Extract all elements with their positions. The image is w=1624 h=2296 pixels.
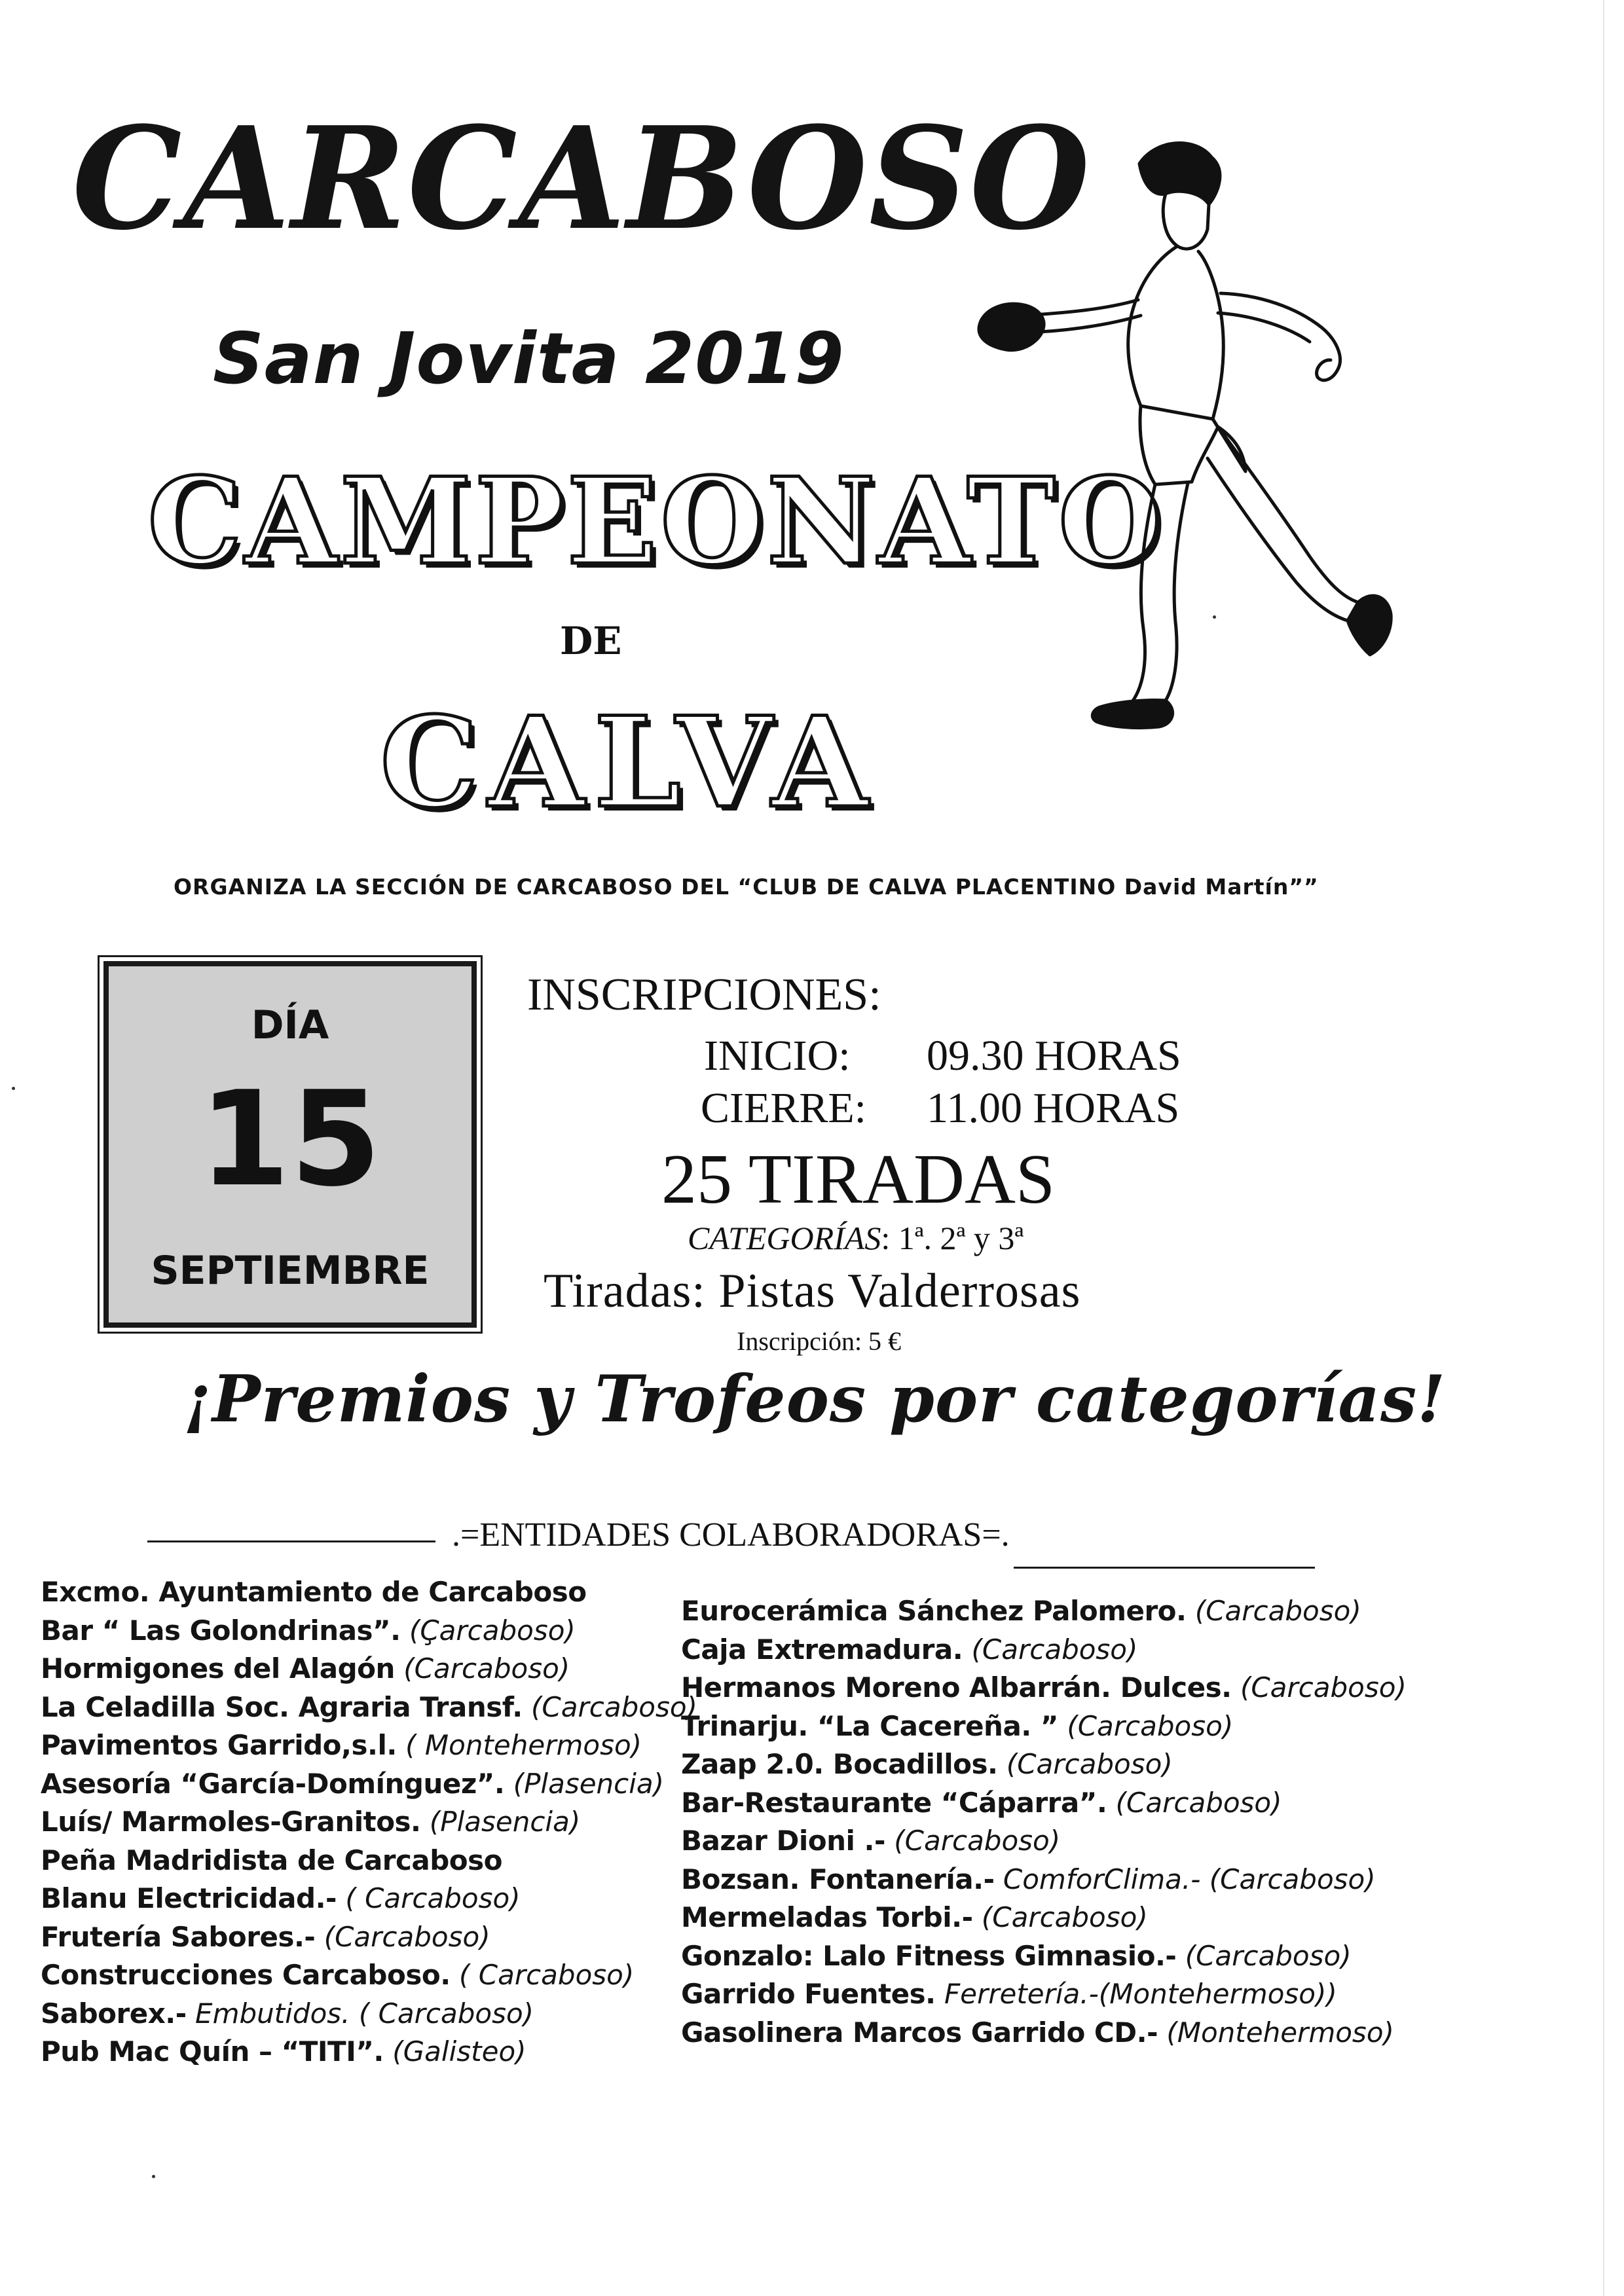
sponsor-item [681, 1784, 1407, 1823]
player-head [1163, 194, 1209, 249]
sponsor-name: Construcciones Carcaboso. [41, 1959, 451, 1991]
divider-right [1014, 1567, 1315, 1569]
sponsor-location: (Carcaboso) [315, 1920, 490, 1953]
sponsor-item [681, 1975, 1407, 2014]
inscriptions-title: INSCRIPCIONES: [527, 970, 881, 1020]
player-back-hand [1317, 360, 1338, 380]
month-label: SEPTIEMBRE [151, 1248, 430, 1294]
venue-line: Tiradas: Pistas Valderrosas [544, 1264, 1081, 1318]
sponsor-name: Blanu Electricidad.- [41, 1882, 337, 1914]
sponsor-item [681, 1937, 1407, 1976]
sponsor-name: Caja Extremadura. [681, 1633, 963, 1666]
sponsor-item [41, 1688, 697, 1727]
scan-speck [152, 2175, 155, 2178]
sponsor-name: Asesoría “García-Domínguez”. [41, 1767, 505, 1800]
sponsor-location: (Carcaboso) [997, 1748, 1173, 1780]
sponsor-name: Luís/ Marmoles-Granitos. [41, 1806, 421, 1838]
sponsor-item [681, 1707, 1407, 1746]
sponsor-location: Ferretería.-(Montehermoso)) [935, 1978, 1337, 2010]
sponsor-item [681, 1861, 1407, 1899]
sponsor-item [41, 1918, 697, 1957]
sponsor-name: Zaap 2.0. Bocadillos. [681, 1748, 998, 1780]
categories-line [688, 1219, 1024, 1257]
festival-subtitle: San Jovita 2019 [213, 318, 845, 400]
sponsors-left-column [41, 1573, 697, 2071]
day-number: 15 [198, 1063, 382, 1216]
sponsor-location: (Carcaboso) [1176, 1939, 1352, 1972]
scan-speck [12, 1087, 15, 1090]
sponsor-item [681, 1899, 1407, 1937]
sponsor-name: Peña Madridista de Carcaboso [41, 1844, 503, 1876]
preposition-de: DE [560, 619, 622, 663]
sponsor-name: Gonzalo: Lalo Fitness Gimnasio.- [681, 1939, 1177, 1972]
sponsor-location: (Carcaboso) [1231, 1671, 1407, 1704]
sponsor-item [41, 1842, 697, 1880]
sponsor-name: Eurocerámica Sánchez Palomero. [681, 1595, 1187, 1627]
sponsor-location: (Carcaboso) [1107, 1786, 1282, 1819]
player-front-shoe [1092, 700, 1172, 727]
sponsor-location: (Carcaboso) [1186, 1595, 1361, 1627]
player-front-leg [1128, 484, 1155, 707]
sponsor-name: Hermanos Moreno Albarrán. Dulces. [681, 1671, 1232, 1704]
sponsor-name: Excmo. Ayuntamiento de Carcaboso [41, 1576, 587, 1608]
scan-speck [1213, 615, 1216, 619]
divider-left [147, 1540, 435, 1542]
close-time: 11.00 HORAS [927, 1084, 1180, 1132]
sponsor-name: Frutería Sabores.- [41, 1920, 316, 1953]
sponsor-item [41, 1612, 697, 1650]
sponsor-location: (Montehermoso) [1158, 2016, 1394, 2049]
player-hair [1139, 143, 1220, 204]
fee-line: Inscripción: 5 € [737, 1326, 902, 1356]
sponsor-location: (Carcaboso) [1058, 1709, 1234, 1742]
sponsor-name: Garrido Fuentes. [681, 1978, 936, 2010]
sponsor-name: Pavimentos Garrido,s.l. [41, 1729, 397, 1761]
calva-heading: CALVA [380, 689, 877, 835]
sponsor-item [41, 1803, 697, 1842]
sponsor-location: (Carcaboso) [394, 1652, 570, 1685]
sponsor-name: Mermeladas Torbi.- [681, 1901, 973, 1933]
sponsor-location: (Plasencia) [504, 1767, 665, 1800]
close-label: CIERRE: [701, 1084, 867, 1132]
sponsor-name: Hormigones del Alagón [41, 1652, 395, 1685]
sponsor-name: Saborex.- [41, 1997, 187, 2030]
sponsor-location: ( Carcaboso) [450, 1959, 635, 1991]
sponsor-item [41, 1650, 697, 1688]
sponsor-location: (Carcaboso) [972, 1901, 1148, 1933]
player-back-shoe [1348, 596, 1391, 655]
sponsor-location: (Plasencia) [420, 1806, 581, 1838]
town-title: CARCABOSO [72, 96, 1092, 261]
championship-heading: CAMPEONATO [147, 451, 1165, 591]
sponsor-location: (Çarcaboso) [400, 1614, 576, 1647]
sponsor-item [41, 1956, 697, 1995]
categories-label: CATEGORÍAS [688, 1220, 881, 1256]
sponsor-location: (Carcaboso) [885, 1825, 1061, 1857]
sponsor-item [41, 1765, 697, 1804]
player-back-arm [1221, 293, 1340, 368]
throws-count: 25 TIRADAS [661, 1140, 1056, 1218]
sponsor-location: (Carcaboso) [522, 1690, 697, 1723]
sponsor-location: ( Montehermoso) [396, 1729, 642, 1761]
sponsor-location: ( Carcaboso) [336, 1882, 521, 1914]
sponsor-name: Bozsan. Fontanería.- [681, 1863, 995, 1895]
sponsor-name: Bar “ Las Golondrinas”. [41, 1614, 401, 1647]
sponsor-item [41, 1880, 697, 1918]
calva-player-illustration [969, 131, 1401, 759]
organizer-line: ORGANIZA LA SECCIÓN DE CARCABOSO DEL “CLUB DE CALVA PLACENTINO David Martín”” [174, 874, 1319, 900]
sponsor-item [681, 1745, 1407, 1784]
sponsor-name: Bazar Dioni .- [681, 1825, 885, 1857]
sponsor-item [681, 1592, 1407, 1631]
day-label: DÍA [251, 1002, 329, 1048]
sponsor-name: Trinarju. “La Cacereña. ” [681, 1709, 1058, 1742]
player-back-leg [1218, 427, 1358, 602]
sponsor-item [681, 1631, 1407, 1669]
categories-value: : 1ª. 2ª y 3ª [881, 1220, 1024, 1256]
calva-stone [979, 304, 1044, 350]
sponsor-name: La Celadilla Soc. Agraria Transf. [41, 1690, 523, 1723]
prizes-banner: ¡Premios y Trofeos por categorías! [183, 1362, 1447, 1437]
sponsor-item [41, 1995, 697, 2033]
sponsor-item [41, 2033, 697, 2071]
player-torso [1128, 246, 1224, 419]
sponsor-item [41, 1726, 697, 1765]
sponsor-name: Pub Mac Quín – “TITI”. [41, 2035, 384, 2068]
sponsor-item [681, 2014, 1407, 2052]
start-label: INICIO: [704, 1032, 851, 1080]
start-time: 09.30 HORAS [927, 1032, 1181, 1080]
sponsor-location: ComforClima.- (Carcaboso) [994, 1863, 1376, 1895]
scan-edge-line [1603, 0, 1604, 2296]
sponsor-location: (Carcaboso) [963, 1633, 1138, 1666]
collaborators-title: .=ENTIDADES COLABORADORAS=. [452, 1516, 1010, 1554]
sponsor-item [681, 1669, 1407, 1707]
date-box [103, 961, 477, 1328]
sponsor-name: Gasolinera Marcos Garrido CD.- [681, 2016, 1158, 2049]
sponsors-right-column [681, 1592, 1407, 2052]
sponsor-location: Embutidos. ( Carcaboso) [186, 1997, 534, 2030]
sponsor-item [681, 1822, 1407, 1861]
sponsor-location: (Galisteo) [383, 2035, 526, 2068]
sponsor-name: Bar-Restaurante “Cáparra”. [681, 1786, 1107, 1819]
sponsor-item [41, 1573, 697, 1612]
